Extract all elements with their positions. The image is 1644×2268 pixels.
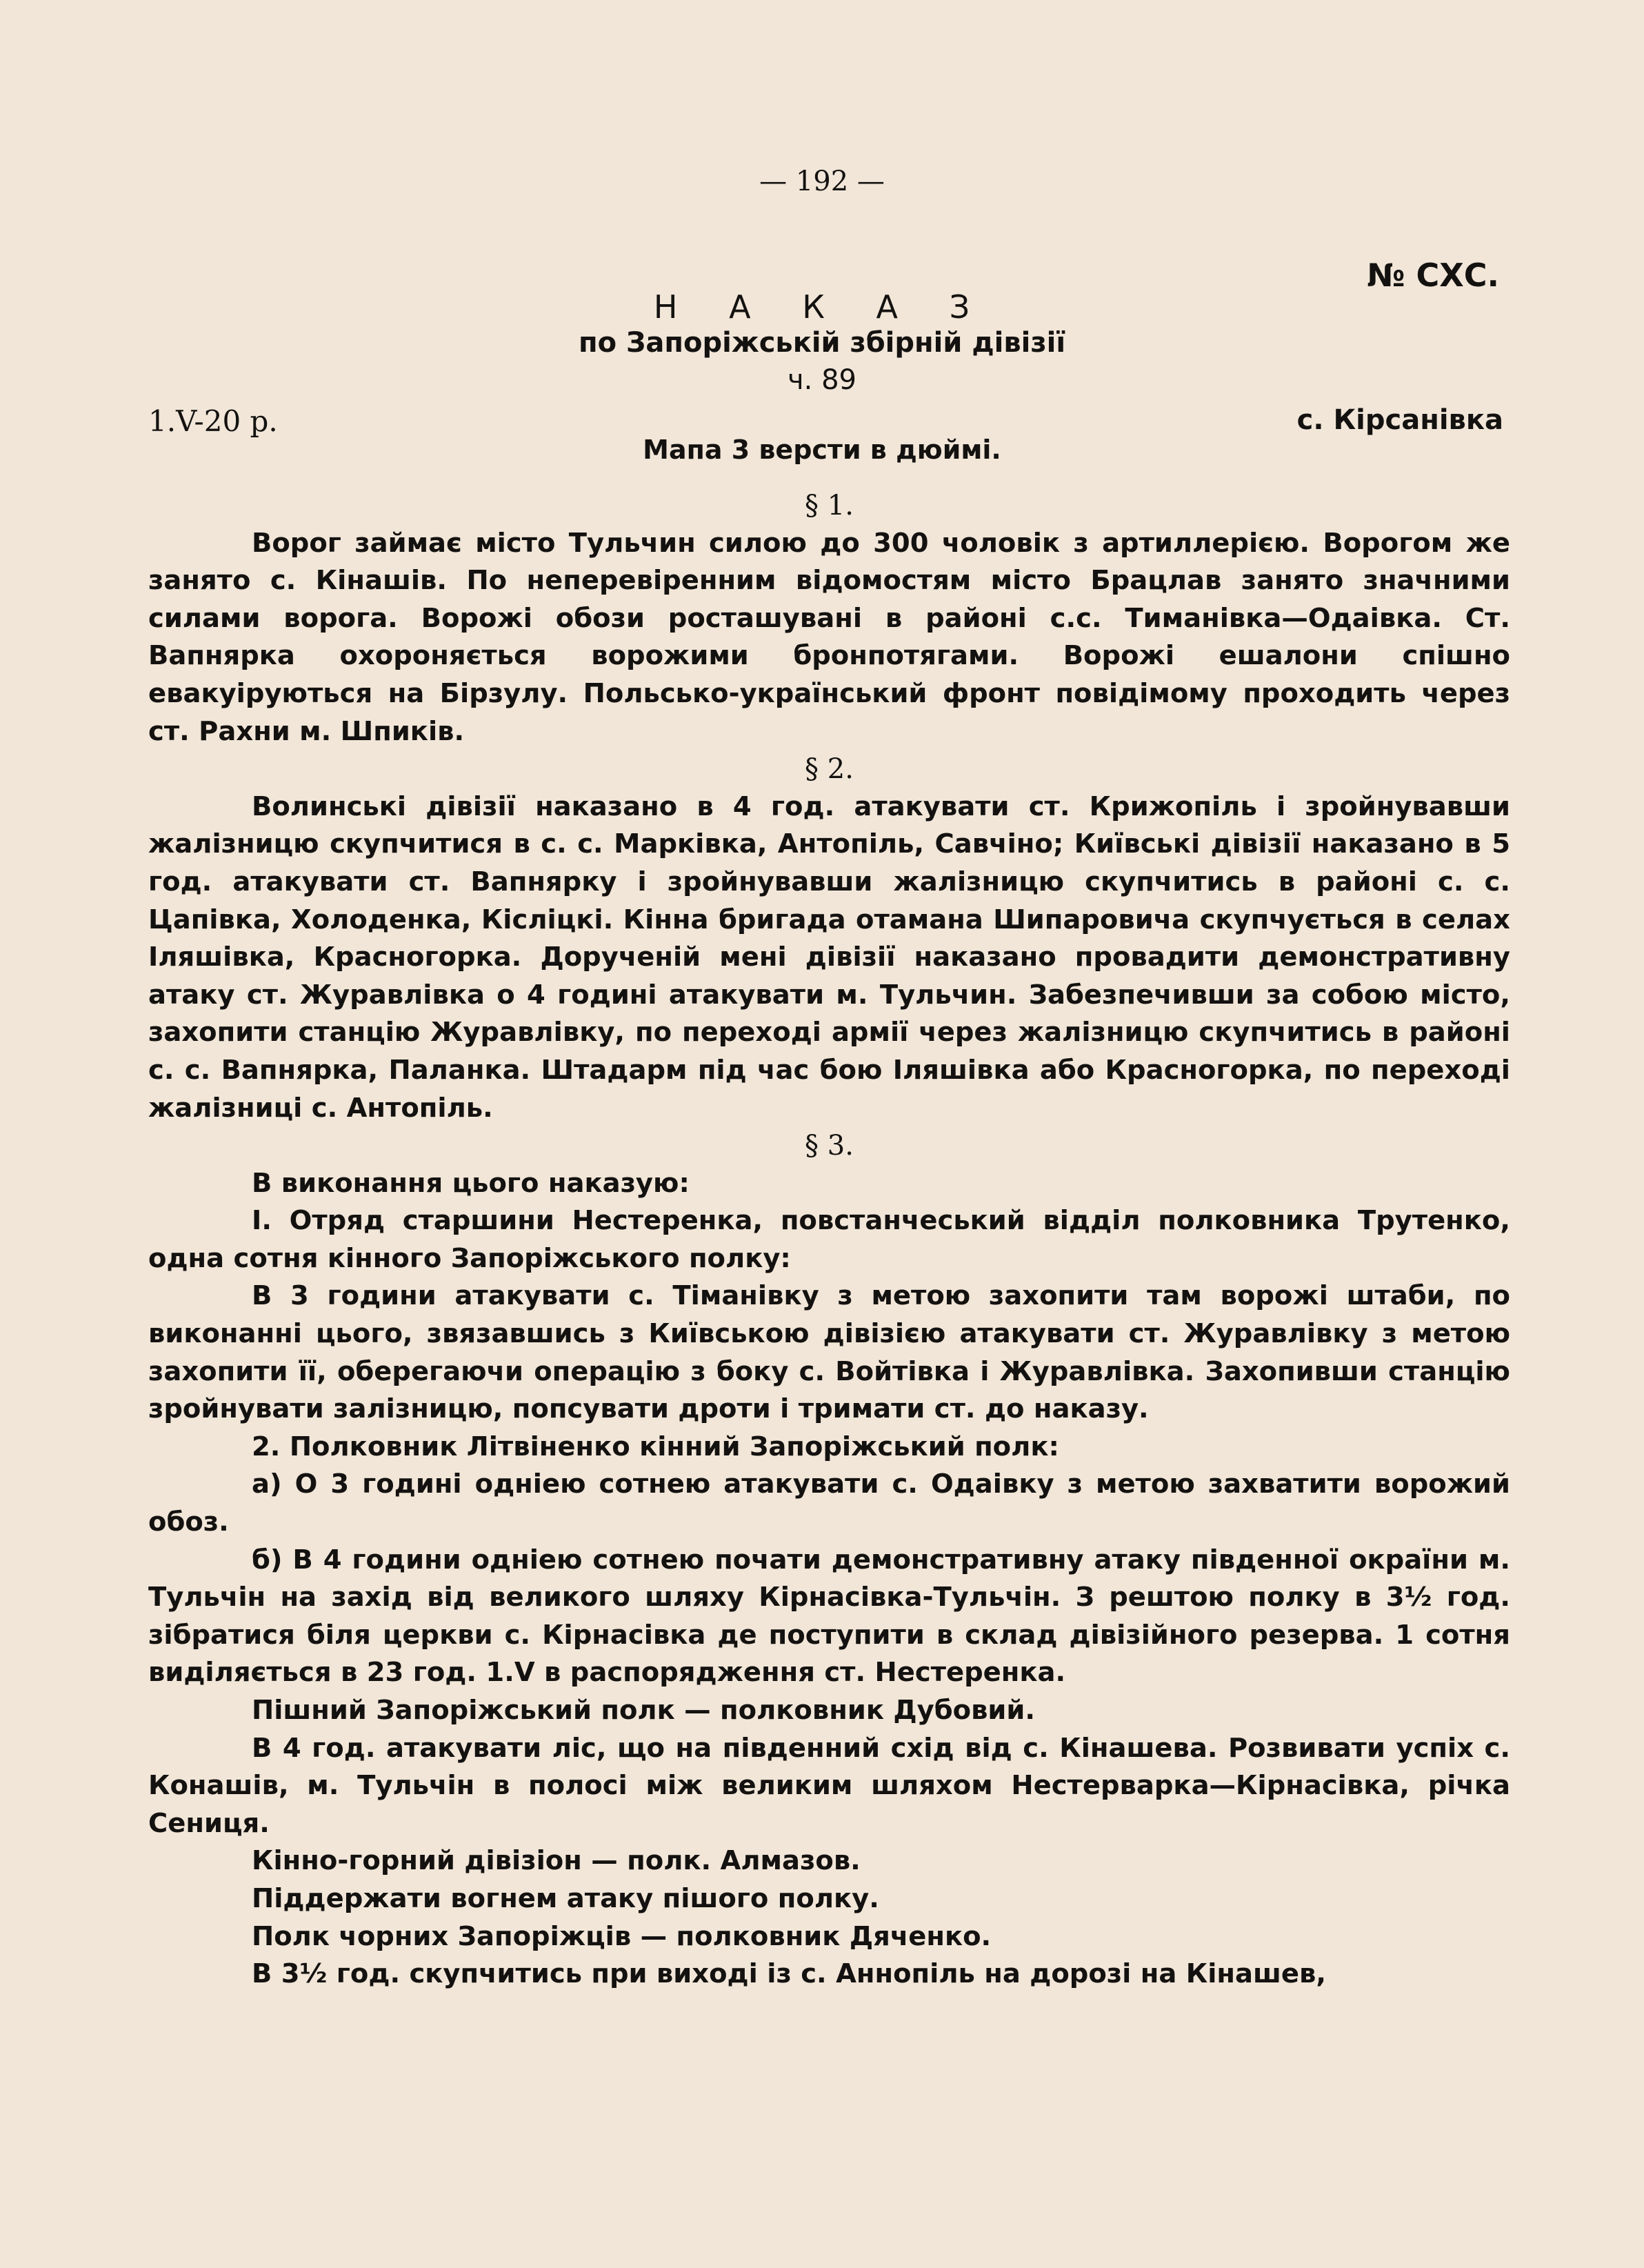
order-number: ч. 89 (788, 364, 856, 396)
section-heading: § 1. (805, 490, 854, 521)
paragraph: 2. Полковник Літвіненко кінний Запоріжський полк: (252, 1431, 1059, 1462)
section-heading: § 2. (805, 753, 854, 786)
document-number: № СХС. (1367, 257, 1499, 294)
paragraph: Волинські дівізії наказано в 4 год. атакувати ст. Крижопіль і зройнувавши жалізницю скупчитися в с. с. Марківка, Антопіль, Савчіно; Київські дівізії наказано в 5 год. атакувати ст. Вапнярку і зройнувавши жалізницю скупчитись в районі с. с. Цапівка, Холоденка, Кісліцкі. Кінна бригада отамана Шипаровича скупчується в селах Іляшівка, Красногорка. Дорученій мені дівізії наказано провадити демонстративну атаку ст. Журавлівка о 4 годині атакувати м. Тульчин. Забезпечивши за собою місто, захопити станцію Журавлівку, по переході армії через жалізницю скупчитись в районі с. с. Вапнярка, Паланка. Штадарм під час бою Іляшівка або Красногорка, по переході жалізниці с. Антопіль. (148, 790, 1510, 1124)
document-place: с. Кірсанівка (1296, 404, 1503, 436)
paragraph: І. Отряд старшини Нестеренка, повстанчеський відділ полковника Трутенко, одна сотня кінного Запоріжського полку: (148, 1205, 1510, 1274)
document-subtitle: по Запоріжській збірній дівізії (578, 327, 1066, 359)
paragraph: В 4 год. атакувати ліс, що на південний схід від с. Кінашева. Розвивати успіх с. Конашів, м. Тульчін в полосі між великим шляхом Нестерварка—Кірнасівка, річка Сениця. (148, 1732, 1510, 1839)
document-title: Н А К А З (653, 288, 991, 326)
page-number: — 192 — (759, 166, 885, 197)
paragraph: Полк чорних Запоріжців — полковник Дяченко. (252, 1920, 992, 1952)
document-body (148, 487, 1510, 1993)
paragraph: В 3 години атакувати с. Тіманівку з метою захопити там ворожі штаби, по виконанні цього, звязавшись з Київською дівізією атакувати ст. Журавлівку з метою захопити її, оберегаючи операцію з боку с. Войтівка і Журавлівка. Захопивши станцію зройнувати залізницю, попсувати дроти і тримати ст. до наказу. (148, 1280, 1510, 1425)
paragraph: б) В 4 години одніею сотнею почати демонстративну атаку південної окраїни м. Тульчін на захід від великого шляху Кірнасівка-Тульчін. З рештою полку в 3½ год. зібратися біля церкви с. Кірнасівка де поступити в склад дівізійного резерва. 1 сотня виділяється в 23 год. 1.V в распорядження ст. Нестеренка. (148, 1544, 1510, 1689)
paragraph: Ворог займає місто Тульчин силою до 300 чоловік з артиллерією. Ворогом же занято с. Кінашів. По неперевіренним відомостям місто Брацлав занято значними силами ворога. Ворожі обози росташувані в районі с.с. Тиманівка—Одаівка. Ст. Вапнярка охороняється ворожими бронпотягами. Ворожі ешалони спішно евакуіруються на Бірзулу. Польсько-український фронт повідімому проходить через ст. Рахни м. Шпиків. (148, 527, 1510, 747)
section-heading: § 3. (805, 1130, 854, 1162)
map-note: Мапа 3 версти в дюймі. (643, 435, 1001, 465)
paragraph: а) О 3 годині одніею сотнею атакувати с. Одаівку з метою захватити ворожий обоз. (148, 1469, 1510, 1538)
paragraph: В 3½ год. скупчитись при виході із с. Аннопіль на дорозі на Кінашев, (252, 1958, 1326, 1990)
paragraph: Піддержати вогнем атаку пішого полку. (252, 1882, 879, 1914)
paragraph: Пішний Запоріжський полк — полковник Дубовий. (252, 1695, 1036, 1726)
paragraph: В виконання цього наказую: (252, 1167, 690, 1199)
paragraph: Кінно-горний дівізіон — полк. Алмазов. (252, 1845, 861, 1877)
document-date: 1.V-20 р. (148, 404, 278, 438)
